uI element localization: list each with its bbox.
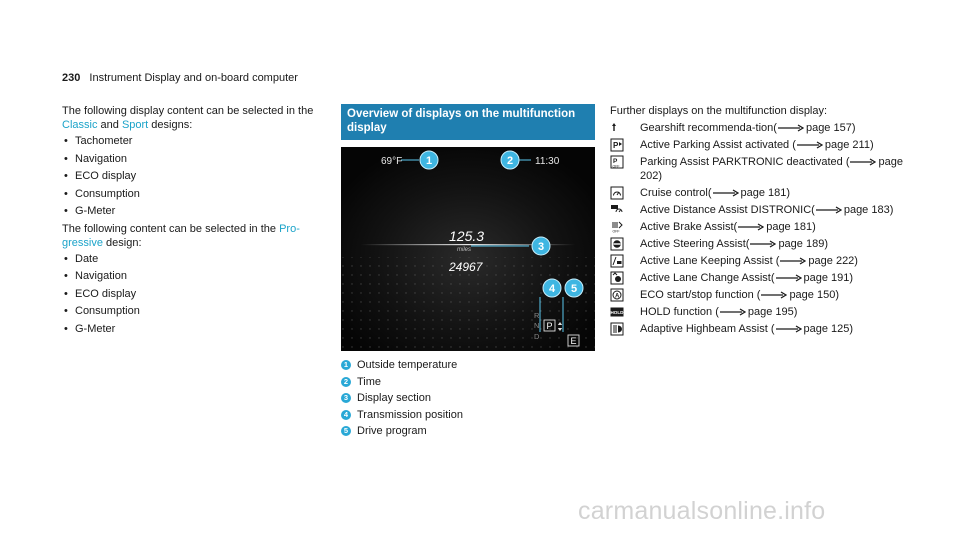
gearshift-recommendation-icon <box>610 121 624 135</box>
display-item <box>610 254 910 268</box>
svg-text:A: A <box>615 293 620 300</box>
legend-number: 5 <box>341 426 351 436</box>
drive-program: E <box>570 336 577 346</box>
legend-label: Transmission position <box>357 408 463 421</box>
odometer-readout: 24967 <box>449 260 483 274</box>
list-item: • Navigation <box>62 269 327 283</box>
item-text: Active Lane Change Assist( <box>640 272 775 284</box>
display-item <box>610 322 910 336</box>
callout-5 <box>565 279 583 297</box>
arrow-right-icon <box>776 325 802 333</box>
unit-readout: miles <box>457 247 472 253</box>
further-intro: Further displays on the multifunction display: <box>610 105 828 117</box>
svg-text:P: P <box>613 141 619 150</box>
list-item: • Consumption <box>62 304 327 318</box>
design-text: design: <box>106 236 142 249</box>
item-text: Parking Assist PARKTRONIC deactivated ( <box>640 156 850 168</box>
arrow-right-icon <box>797 141 823 149</box>
page-reference[interactable]: page 181) <box>766 221 816 233</box>
svg-text:OFF: OFF <box>612 164 620 169</box>
list-item: • G-Meter <box>62 322 327 336</box>
page-reference[interactable]: page 157) <box>805 122 856 134</box>
page-reference[interactable]: page 125) <box>803 323 854 335</box>
progressive-list <box>62 252 327 336</box>
arrow-right-icon <box>776 274 802 282</box>
chapter-title: Instrument Display and on-board computer <box>89 72 298 84</box>
item-text: Cruise control( <box>640 187 712 199</box>
and-text: and <box>100 119 119 131</box>
legend-number: 3 <box>341 393 351 403</box>
page-reference[interactable]: page 181) <box>740 187 791 199</box>
temperature-readout: 69°F <box>381 156 403 167</box>
item-text: Active Brake Assist( <box>640 221 738 233</box>
page-reference[interactable]: page 195) <box>747 306 798 318</box>
legend-number: 1 <box>341 360 351 370</box>
display-item <box>610 155 910 183</box>
svg-text:5: 5 <box>570 283 578 295</box>
overview-heading: Overview of displays on the multifunction display <box>341 104 595 140</box>
page-reference[interactable]: page 150) <box>789 289 839 301</box>
highbeam-assist-icon <box>610 322 624 336</box>
callout-4 <box>543 279 561 297</box>
designs-text: designs: <box>151 119 193 131</box>
time-readout: 11:30 <box>535 156 560 167</box>
legend-row <box>341 391 595 405</box>
page-number: 230 <box>62 72 81 84</box>
selected-gear: P <box>546 321 553 331</box>
legend-number: 4 <box>341 410 351 420</box>
sport-link[interactable]: Sport <box>121 119 149 131</box>
page-reference[interactable]: page 211) <box>824 139 874 151</box>
callout-3 <box>532 237 550 255</box>
arrow-right-icon <box>780 257 806 265</box>
intro-text: The following display content can be selected in the <box>62 105 314 117</box>
cruise-control-icon <box>610 186 624 200</box>
lane-change-icon <box>610 271 624 285</box>
list-item: • Date <box>62 252 327 266</box>
arrow-right-icon <box>720 308 746 316</box>
distance-assist-icon <box>610 203 624 217</box>
parktronic-off-icon <box>610 155 624 169</box>
gear-d: D <box>534 332 540 341</box>
legend-label: Outside temperature <box>357 359 458 371</box>
eco-start-stop-icon <box>610 288 624 302</box>
display-item <box>610 121 910 135</box>
arrow-right-icon <box>713 189 739 197</box>
display-item <box>610 186 910 200</box>
display-item <box>610 220 910 234</box>
gear-r: R <box>534 311 540 320</box>
list-item: • Tachometer <box>62 134 327 148</box>
intro-text: The following content can be selected in the <box>62 222 277 235</box>
page-reference[interactable]: page 183) <box>843 204 894 216</box>
speed-readout: 125.3 <box>449 228 485 244</box>
svg-text:1: 1 <box>425 155 433 167</box>
svg-text:4: 4 <box>548 283 556 295</box>
designs-column <box>62 104 327 339</box>
arrow-right-icon <box>778 124 804 132</box>
item-text: Active Steering Assist( <box>640 238 750 250</box>
item-text: Active Distance Assist DISTRONIC( <box>640 204 815 216</box>
legend-number: 2 <box>341 377 351 387</box>
svg-text:OFF: OFF <box>612 229 620 234</box>
callout-2 <box>501 151 519 169</box>
list-item: • ECO display <box>62 287 327 301</box>
legend-label: Time <box>357 375 382 388</box>
item-text: Active Lane Keeping Assist ( <box>640 255 780 267</box>
legend-label: Display section <box>357 392 431 404</box>
item-text: Active Parking Assist activated ( <box>640 139 796 151</box>
legend-row <box>341 408 595 422</box>
item-text: Gearshift recommenda-tion( <box>640 122 777 134</box>
progressive-link[interactable]: Pro-gressive <box>62 222 300 249</box>
svg-text:HOLD: HOLD <box>610 310 624 316</box>
steering-assist-icon <box>610 237 624 251</box>
legend-label: Drive program <box>357 425 427 437</box>
arrow-right-icon <box>850 158 876 166</box>
item-text: HOLD function ( <box>640 306 719 318</box>
intro-classic-sport <box>62 104 327 132</box>
classic-link[interactable]: Classic <box>62 119 98 131</box>
arrow-right-icon <box>816 206 842 214</box>
arrow-right-icon <box>761 291 787 299</box>
legend-row <box>341 375 595 389</box>
further-displays-column <box>610 104 910 336</box>
item-text: Adaptive Highbeam Assist ( <box>640 323 775 335</box>
brake-assist-off-icon <box>610 220 624 234</box>
display-item <box>610 305 910 319</box>
list-item: • G-Meter <box>62 204 327 218</box>
arrow-right-icon <box>750 240 776 248</box>
page-reference[interactable]: page 189) <box>778 238 828 250</box>
svg-text:3: 3 <box>537 241 545 253</box>
page-reference[interactable]: page 191) <box>803 272 854 284</box>
list-item: • Navigation <box>62 152 327 166</box>
item-text: ECO start/stop function ( <box>640 289 761 301</box>
display-illustration <box>341 147 595 351</box>
active-parking-assist-icon <box>610 138 624 152</box>
list-item: • Consumption <box>62 187 327 201</box>
display-item <box>610 203 910 217</box>
lane-keeping-icon <box>610 254 624 268</box>
list-item: • ECO display <box>62 169 327 183</box>
legend-row <box>341 424 595 438</box>
watermark: carmanualsonline.info <box>578 497 826 525</box>
svg-text:P: P <box>613 158 618 165</box>
display-item <box>610 237 910 251</box>
hold-icon <box>610 305 624 319</box>
display-item <box>610 138 910 152</box>
svg-text:2: 2 <box>506 155 514 167</box>
intro-progressive <box>62 222 327 250</box>
legend-row <box>341 358 595 372</box>
overview-column <box>341 104 595 441</box>
page-reference[interactable]: page 222) <box>808 255 858 267</box>
display-item <box>610 288 910 302</box>
multifunction-display-image <box>341 147 595 351</box>
page-reference[interactable]: page 202) <box>640 156 903 182</box>
gear-n: N <box>534 321 540 330</box>
callout-1 <box>420 151 438 169</box>
arrow-right-icon <box>738 223 764 231</box>
page-header <box>62 72 298 84</box>
display-item <box>610 271 910 285</box>
classic-sport-list <box>62 134 327 218</box>
legend <box>341 358 595 438</box>
